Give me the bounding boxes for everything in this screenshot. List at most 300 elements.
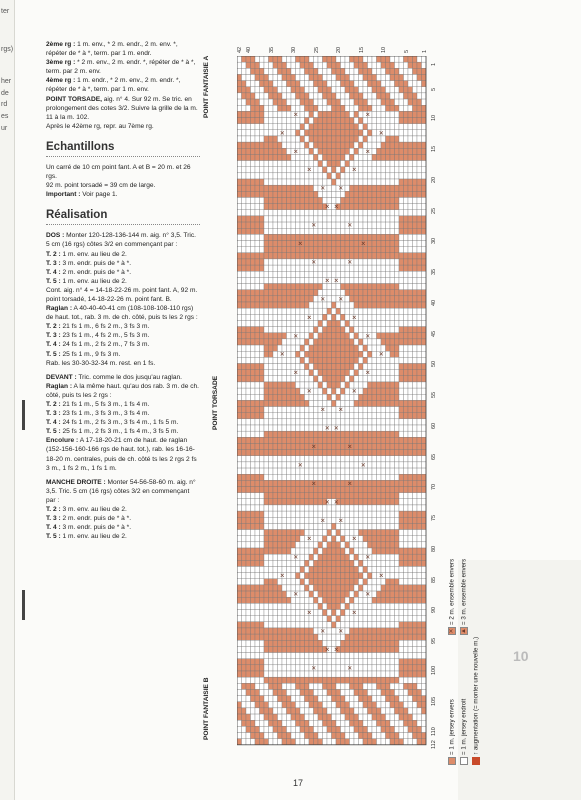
chart-cell [291, 603, 296, 609]
chart-cell [377, 646, 382, 652]
chart-cell [354, 462, 359, 468]
chart-cell [332, 530, 337, 536]
chart-cell [305, 665, 310, 671]
chart-cell [251, 296, 256, 302]
chart-cell [381, 585, 386, 591]
chart-cell [422, 161, 427, 167]
chart-cell [399, 271, 404, 277]
chart-cell [359, 739, 364, 745]
chart-cell [278, 302, 283, 308]
chart-cell [264, 179, 269, 185]
chart-cell [282, 277, 287, 283]
chart-cell [386, 720, 391, 726]
chart-cell [336, 560, 341, 566]
chart-cell [305, 413, 310, 419]
chart-cell [332, 247, 337, 253]
chart-cell [278, 161, 283, 167]
chart-cell [332, 290, 337, 296]
chart-cell [413, 407, 418, 413]
chart-cell [323, 216, 328, 222]
chart-cell [390, 689, 395, 695]
chart-cell [363, 382, 368, 388]
chart-cell [336, 394, 341, 400]
chart-cell [368, 56, 373, 62]
chart-cell [309, 339, 314, 345]
chart-cell [264, 124, 269, 130]
chart-cell [251, 702, 256, 708]
chart-cell [246, 628, 251, 634]
chart-cell [278, 99, 283, 105]
chart-cell [237, 93, 242, 99]
chart-cell [278, 136, 283, 142]
chart-cell [237, 351, 242, 357]
chart-cell [237, 487, 242, 493]
chart-cell [296, 136, 301, 142]
chart-cell [323, 327, 328, 333]
chart-cell [255, 68, 260, 74]
chart-cell [305, 653, 310, 659]
chart-cell [345, 290, 350, 296]
chart-cell [309, 290, 314, 296]
chart-cell [363, 56, 368, 62]
chart-cell [350, 511, 355, 517]
chart-cell [314, 277, 319, 283]
chart-cell [237, 493, 242, 499]
chart-cell [269, 499, 274, 505]
chart-cell [332, 74, 337, 80]
chart-cell [269, 696, 274, 702]
chart-cell [341, 210, 346, 216]
row-number: 50 [431, 361, 437, 368]
chart-cell [354, 548, 359, 554]
chart-cell [318, 62, 323, 68]
chart-cell [341, 542, 346, 548]
chart-cell [291, 425, 296, 431]
chart-cell [318, 247, 323, 253]
chart-cell [287, 456, 292, 462]
chart-cell [372, 87, 377, 93]
chart-cell [269, 726, 274, 732]
chart-cell [341, 456, 346, 462]
chart-cell [264, 277, 269, 283]
chart-cell [318, 603, 323, 609]
chart-cell [242, 437, 247, 443]
chart-cell [237, 118, 242, 124]
chart-cell [408, 720, 413, 726]
chart-cell [404, 437, 409, 443]
chart-cell [386, 81, 391, 87]
chart-cell [278, 357, 283, 363]
chart-cell [305, 370, 310, 376]
chart-cell [386, 259, 391, 265]
chart-cell [372, 634, 377, 640]
chart-cell [350, 284, 355, 290]
chart-cell [332, 591, 337, 597]
chart-cell [381, 646, 386, 652]
chart-cell [399, 696, 404, 702]
chart-cell [386, 351, 391, 357]
chart-cell [413, 370, 418, 376]
row-number: 80 [431, 545, 437, 552]
chart-cell [269, 105, 274, 111]
chart-cell [386, 566, 391, 572]
chart-cell [318, 542, 323, 548]
chart-cell [350, 124, 355, 130]
chart-cell [341, 173, 346, 179]
chart-cell [413, 111, 418, 117]
chart-cell [278, 603, 283, 609]
chart-cell [269, 364, 274, 370]
decrease-cross-mark: ✕ [347, 258, 353, 266]
chart-cell [278, 277, 283, 283]
chart-cell [341, 99, 346, 105]
chart-cell [327, 339, 332, 345]
chart-cell [323, 173, 328, 179]
chart-cell [314, 739, 319, 745]
chart-cell [255, 191, 260, 197]
chart-cell [242, 357, 247, 363]
chart-cell [255, 308, 260, 314]
chart-cell [363, 62, 368, 68]
chart-cell [386, 191, 391, 197]
binding-mark [22, 590, 25, 620]
chart-cell [269, 302, 274, 308]
chart-cell [368, 130, 373, 136]
chart-cell [350, 425, 355, 431]
chart-cell [318, 585, 323, 591]
chart-cell [255, 284, 260, 290]
chart-cell [345, 74, 350, 80]
chart-cell [422, 333, 427, 339]
chart-cell [300, 523, 305, 529]
chart-cell [390, 376, 395, 382]
row-number: 25 [431, 207, 437, 214]
chart-cell [327, 653, 332, 659]
chart-cell [350, 277, 355, 283]
chart-cell [237, 154, 242, 160]
chart-cell [300, 271, 305, 277]
chart-cell [359, 333, 364, 339]
chart-cell [264, 74, 269, 80]
chart-cell [345, 696, 350, 702]
chart-cell [327, 634, 332, 640]
chart-cell [318, 597, 323, 603]
chart-cell [296, 388, 301, 394]
chart-cell [255, 111, 260, 117]
chart-cell [278, 314, 283, 320]
chart-cell [237, 308, 242, 314]
chart-cell [399, 413, 404, 419]
chart-cell [273, 74, 278, 80]
chart-cell [291, 130, 296, 136]
chart-cell [255, 554, 260, 560]
chart-cell [368, 523, 373, 529]
chart-cell [251, 370, 256, 376]
chart-cell [377, 523, 382, 529]
chart-cell [422, 320, 427, 326]
chart-cell [381, 628, 386, 634]
chart-cell [377, 327, 382, 333]
chart-cell [327, 431, 332, 437]
chart-cell [291, 443, 296, 449]
chart-cell [345, 610, 350, 616]
chart-cell [287, 677, 292, 683]
chart-cell [408, 351, 413, 357]
chart-cell [269, 333, 274, 339]
chart-cell [260, 407, 265, 413]
chart-cell [260, 277, 265, 283]
chart-cell [395, 425, 400, 431]
chart-cell [359, 400, 364, 406]
chart-cell [260, 222, 265, 228]
chart-cell [422, 597, 427, 603]
chart-cell [417, 185, 422, 191]
chart-cell [287, 216, 292, 222]
chart-cell [350, 302, 355, 308]
chart-cell [336, 253, 341, 259]
chart-cell [399, 511, 404, 517]
chart-cell [413, 204, 418, 210]
chart-cell [386, 419, 391, 425]
chart-cell [327, 216, 332, 222]
chart-cell [395, 111, 400, 117]
chart-cell [260, 696, 265, 702]
chart-cell [341, 265, 346, 271]
chart-cell [300, 370, 305, 376]
chart-cell [300, 308, 305, 314]
chart-cell [300, 277, 305, 283]
chart-cell [242, 327, 247, 333]
chart-cell [255, 610, 260, 616]
chart-cell [269, 616, 274, 622]
chart-cell [255, 677, 260, 683]
chart-cell [341, 591, 346, 597]
chart-cell [264, 93, 269, 99]
chart-cell [359, 105, 364, 111]
chart-cell [246, 99, 251, 105]
chart-cell [354, 554, 359, 560]
chart-cell [372, 130, 377, 136]
chart-cell [287, 739, 292, 745]
chart-cell [246, 62, 251, 68]
chart-cell [350, 74, 355, 80]
chart-cell [291, 493, 296, 499]
chart-cell [408, 628, 413, 634]
chart-cell [327, 314, 332, 320]
chart-cell [341, 671, 346, 677]
chart-cell [287, 733, 292, 739]
chart-cell [309, 517, 314, 523]
chart-cell [359, 179, 364, 185]
chart-cell [350, 579, 355, 585]
chart-cell [381, 560, 386, 566]
chart-cell [237, 191, 242, 197]
chart-cell [404, 357, 409, 363]
chart-cell [408, 517, 413, 523]
chart-cell [314, 579, 319, 585]
chart-cell [237, 197, 242, 203]
chart-cell [323, 241, 328, 247]
chart-cell [381, 222, 386, 228]
instruction-paragraph: T. 3 : 23 fs 1 m., 4 fs 2 m., 5 fs 3 m. [46, 332, 150, 340]
chart-cell [377, 62, 382, 68]
chart-cell [381, 210, 386, 216]
chart-cell [291, 671, 296, 677]
chart-cell [305, 327, 310, 333]
chart-cell [413, 400, 418, 406]
chart-cell [386, 499, 391, 505]
chart-cell [390, 468, 395, 474]
chart-cell [273, 413, 278, 419]
chart-cell [309, 560, 314, 566]
chart-cell [377, 542, 382, 548]
chart-cell [278, 167, 283, 173]
chart-cell [287, 474, 292, 480]
chart-cell [336, 216, 341, 222]
chart-cell [372, 394, 377, 400]
chart-cell [278, 480, 283, 486]
chart-cell [341, 142, 346, 148]
chart-cell [359, 216, 364, 222]
chart-cell [309, 400, 314, 406]
chart-cell [273, 68, 278, 74]
chart-cell [368, 81, 373, 87]
chart-cell [359, 111, 364, 117]
decrease-cross-mark: ✕ [279, 351, 285, 359]
chart-cell [242, 191, 247, 197]
chart-cell [377, 517, 382, 523]
chart-cell [386, 628, 391, 634]
chart-cell [264, 443, 269, 449]
chart-cell [242, 640, 247, 646]
chart-cell [237, 284, 242, 290]
chart-cell [395, 210, 400, 216]
chart-cell [309, 118, 314, 124]
chart-cell [390, 56, 395, 62]
chart-cell [332, 628, 337, 634]
chart-cell [291, 87, 296, 93]
chart-cell [395, 554, 400, 560]
chart-cell [399, 93, 404, 99]
chart-cell [381, 234, 386, 240]
stitch-number: 35 [268, 46, 275, 53]
chart-cell [291, 296, 296, 302]
chart-cell [291, 247, 296, 253]
chart-cell [359, 419, 364, 425]
chart-cell [359, 136, 364, 142]
chart-cell [273, 197, 278, 203]
chart-cell [350, 247, 355, 253]
chart-cell [404, 573, 409, 579]
chart-cell [314, 505, 319, 511]
chart-cell [255, 708, 260, 714]
chart-cell [399, 665, 404, 671]
chart-cell [422, 560, 427, 566]
chart-cell [354, 284, 359, 290]
chart-cell [417, 683, 422, 689]
chart-cell [395, 585, 400, 591]
chart-cell [413, 591, 418, 597]
instruction-paragraph: Important : Voir page 1. [46, 191, 118, 199]
chart-cell [278, 726, 283, 732]
chart-cell [390, 487, 395, 493]
chart-cell [381, 548, 386, 554]
chart-cell [395, 68, 400, 74]
chart-cell [273, 566, 278, 572]
chart-cell [354, 394, 359, 400]
chart-cell [282, 542, 287, 548]
chart-cell [323, 124, 328, 130]
chart-cell [269, 487, 274, 493]
chart-cell [242, 603, 247, 609]
chart-cell [399, 148, 404, 154]
chart-cell [305, 622, 310, 628]
chart-cell [273, 646, 278, 652]
chart-cell [287, 62, 292, 68]
chart-cell [399, 173, 404, 179]
chart-cell [345, 148, 350, 154]
chart-cell [413, 530, 418, 536]
chart-cell [314, 197, 319, 203]
chart-cell [246, 616, 251, 622]
chart-cell [390, 382, 395, 388]
chart-cell [278, 585, 283, 591]
chart-cell [318, 591, 323, 597]
chart-cell [273, 511, 278, 517]
chart-cell [323, 376, 328, 382]
chart-cell [408, 339, 413, 345]
chart-cell [332, 222, 337, 228]
chart-cell [255, 130, 260, 136]
chart-cell [422, 542, 427, 548]
chart-cell [305, 628, 310, 634]
chart-cell [363, 253, 368, 259]
chart-cell [269, 425, 274, 431]
chart-cell [413, 56, 418, 62]
chart-cell [422, 87, 427, 93]
chart-cell [390, 708, 395, 714]
chart-cell [399, 523, 404, 529]
chart-cell [381, 62, 386, 68]
chart-cell [291, 462, 296, 468]
chart-cell [395, 474, 400, 480]
chart-cell [237, 450, 242, 456]
chart-cell [278, 597, 283, 603]
chart-cell [300, 726, 305, 732]
chart-cell [372, 431, 377, 437]
chart-cell [345, 450, 350, 456]
chart-cell [251, 161, 256, 167]
chart-cell [260, 468, 265, 474]
chart-cell [269, 339, 274, 345]
chart-cell [359, 68, 364, 74]
chart-cell [345, 142, 350, 148]
chart-cell [350, 185, 355, 191]
chart-cell [395, 154, 400, 160]
chart-cell [413, 105, 418, 111]
chart-cell [390, 640, 395, 646]
chart-cell [345, 468, 350, 474]
chart-cell [273, 376, 278, 382]
chart-cell [390, 603, 395, 609]
chart-cell [336, 241, 341, 247]
chart-cell [354, 296, 359, 302]
chart-cell [255, 197, 260, 203]
chart-cell [422, 241, 427, 247]
chart-cell [314, 204, 319, 210]
chart-cell [318, 659, 323, 665]
chart-cell [386, 714, 391, 720]
